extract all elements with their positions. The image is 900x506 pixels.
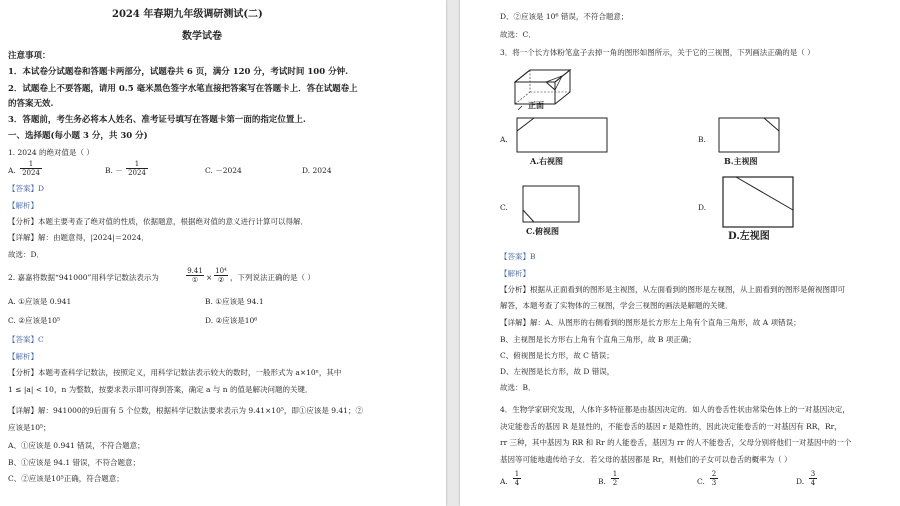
q2-explain-b: B、①应该是 94.1 错误，不符合题意； [8,458,140,467]
q4-line-3: rr 三种，其中基因为 RR 和 Rr 的人能卷舌，基因为 rr 的人不能卷舌，父母分别将他们一对基因中的一个 [500,438,852,447]
q3-option-b-label: B. [698,135,706,144]
q2-solution-2: 应该是10⁵； [8,423,51,432]
notice-2-cont: 的答案无效. [8,99,54,109]
q2-explain-c: C、②应该是10⁵正确，符合题意； [8,474,124,483]
q3-explain-d: D、左视图是长方形，故 D 错误， [500,367,615,376]
q4-b-numerator: 1 [612,470,618,478]
q4-option-d-label: D. [796,477,805,486]
q2-jiexi: 【解析】 [8,352,38,361]
q3-option-c-figure [522,185,580,227]
notice-1: 1．本试卷分试题卷和答题卡两部分，试题卷共 6 页，满分 120 分，考试时间 100 分钟. [8,67,349,77]
q2-option-b: B. ①应该是 94.1 [205,297,264,306]
q1-conclusion: 故选：D． [8,250,45,259]
q2-f2-top: 10⁴ [215,267,227,275]
notice-3: 3．答题前，考生务必将本人姓名、准考证号填写在答题卡第一面的指定位置上. [8,115,306,125]
q3-stem: 3．将一个长方体粉笔盒子去掉一角的图形如图所示，关于它的三视图，下列画法正确的是（ ） [500,48,815,57]
q2-f2-bottom: ② [214,275,228,284]
q2-answer: 【答案】C [8,335,44,344]
q2-analysis-1: 【分析】本题考查科学记数法，按照定义，用科学记数法表示较大的数时，一般形式为 a×10ⁿ，其中 [8,368,342,377]
q4-d-numerator: 3 [810,470,816,478]
q4-option-d-fraction [809,470,817,487]
q4-option-b-label: B. [598,477,606,486]
q1-option-b-fraction [126,160,148,177]
q4-line-1: 4．生物学家研究发现，人体许多特征都是由基因决定的．如人的卷舌性状由常染色体上的一对基因决定， [500,405,850,414]
q4-c-denominator: 3 [711,479,717,487]
q4-a-denominator: 4 [514,479,520,487]
q2-f1-top: 9.41 [187,267,203,275]
q3-solution: 【详解】解：A、从图形的右侧看到的图形是长方形左上角有个直角三角形，故 A 项错误； [500,318,801,327]
q2-fraction-2 [214,267,228,284]
section-heading: 一、选择题(每小题 3 分，共 30 分) [8,131,148,141]
exam-title: 2024 年春期九年级调研测试(二) [112,9,263,20]
left-page [0,0,446,506]
option-c-drawing [522,185,580,223]
q1-stem: 1. 2024 的绝对值是（ ） [8,148,94,157]
q1-option-a-fraction [20,160,42,177]
q4-b-denominator: 2 [612,479,618,487]
q1-jiexi: 【解析】 [8,201,38,210]
q4-option-a-label: A. [500,477,508,486]
q3-caption-a: A.右视图 [530,156,563,166]
prev-q-conclusion: 故选：C． [500,30,536,39]
prev-q-d: D、②应该是 10⁶ 错误，不符合题意； [500,12,629,21]
q2-stem-a: 2. 嘉嘉将数据“941000”用科学记数法表示为 [8,273,159,282]
q3-jiexi: 【解析】 [500,269,530,278]
q4-option-c-label: C. [697,477,705,486]
q1-option-b-label: B. － [105,166,123,175]
q3-analysis-1: 【分析】根据从正面看到的图形是主视图，从左面看到的图形是左视图，从上面看到的图形是俯视图即可 [500,285,845,294]
q3-conclusion: 故选：B． [500,383,536,392]
option-d-drawing [722,176,794,228]
q1-answer: 【答案】D [8,184,45,193]
q1-option-a-label: A. [8,166,16,175]
q1-option-d: D. 2024 [302,166,332,175]
q2-solution-1: 【详解】解：941000的9后面有 5 个位数，根据科学记数法要求表示为 9.41×10⁵，即①应该是 9.41；② [8,406,363,415]
q4-option-a-fraction [513,470,521,487]
q1-solution: 【详解】解：由题意得，|2024|＝2024． [8,233,149,242]
q3-analysis-2: 解答，本题考查了实物体的三视图，学会三视图的画法是解题的关键． [500,301,733,310]
q3-box-figure [510,62,590,116]
q2-option-d: D. ②应该是10⁶ [205,316,258,325]
box-drawing [510,62,590,112]
option-a-drawing [516,117,608,153]
q2-times: × [206,273,213,282]
option-b-drawing [718,117,780,153]
q1-option-c: C. －2024 [205,166,242,175]
q3-caption-c: C.俯视图 [526,226,560,236]
q3-explain-c: C、俯视图是长方形，故 C 错误； [500,351,614,360]
front-label: 正面 [528,100,544,110]
q2-f1-bottom: ① [186,275,204,284]
q3-option-a-figure [516,117,608,157]
right-page [460,0,900,506]
q2-analysis-2: 1 ≤ |a| < 10，n 为整数，按要求表示即可得到答案，确定 a 与 n 的值是解决问题的关键． [8,385,313,394]
q1-a-numerator: 1 [28,160,34,168]
q4-a-numerator: 1 [514,470,520,478]
q4-c-numerator: 2 [711,470,717,478]
q4-option-c-fraction [710,470,718,487]
subject-title: 数学试卷 [182,31,222,42]
q2-stem-b: ，下列说法正确的是（ ） [230,273,315,282]
q1-b-numerator: 1 [134,160,140,168]
q1-b-denominator: 2024 [126,168,148,177]
q1-analysis: 【分析】本题主要考查了绝对值的性质，依据题意，根据绝对值的意义进行计算可以得解． [8,217,308,226]
q3-answer: 【答案】B [500,252,536,261]
q3-option-a-label: A. [500,135,508,144]
q2-option-c: C. ②应该是10⁵ [8,316,61,325]
q3-caption-b: B.主视图 [724,156,758,166]
q4-line-2: 决定能卷舌的基因 R 是显性的，不能卷舌的基因 r 是隐性的，因此决定能卷舌的一对基因有 RR，Rr， [500,422,842,431]
notice-2: 2．试题卷上不要答题，请用 0.5 毫米黑色签字水笔直接把答案写在答题卡上．答在试题卷上 [8,84,358,94]
q3-option-b-figure [718,117,780,157]
q2-fraction-1 [186,267,204,284]
notice-heading: 注意事项： [8,51,51,61]
q3-option-d-figure [722,176,794,232]
q3-caption-d: D.左视图 [728,231,770,242]
q4-option-b-fraction [611,470,619,487]
q1-a-denominator: 2024 [20,168,42,177]
q3-explain-b: B、主视图是长方形右上角有个直角三角形，故 B 项正确； [500,335,696,344]
q3-option-c-label: C. [500,203,508,212]
q4-line-4: 基因等可能地遗传给子女．若父母的基因都是 Rr，则他们的子女可以卷舌的概率为（ ） [500,455,792,464]
q4-d-denominator: 4 [810,479,816,487]
q3-option-d-label: D. [698,203,707,212]
q2-option-a: A. ①应该是 0.941 [8,297,72,306]
q2-explain-a: A、①应该是 0.941 错误，不符合题意； [8,441,145,450]
